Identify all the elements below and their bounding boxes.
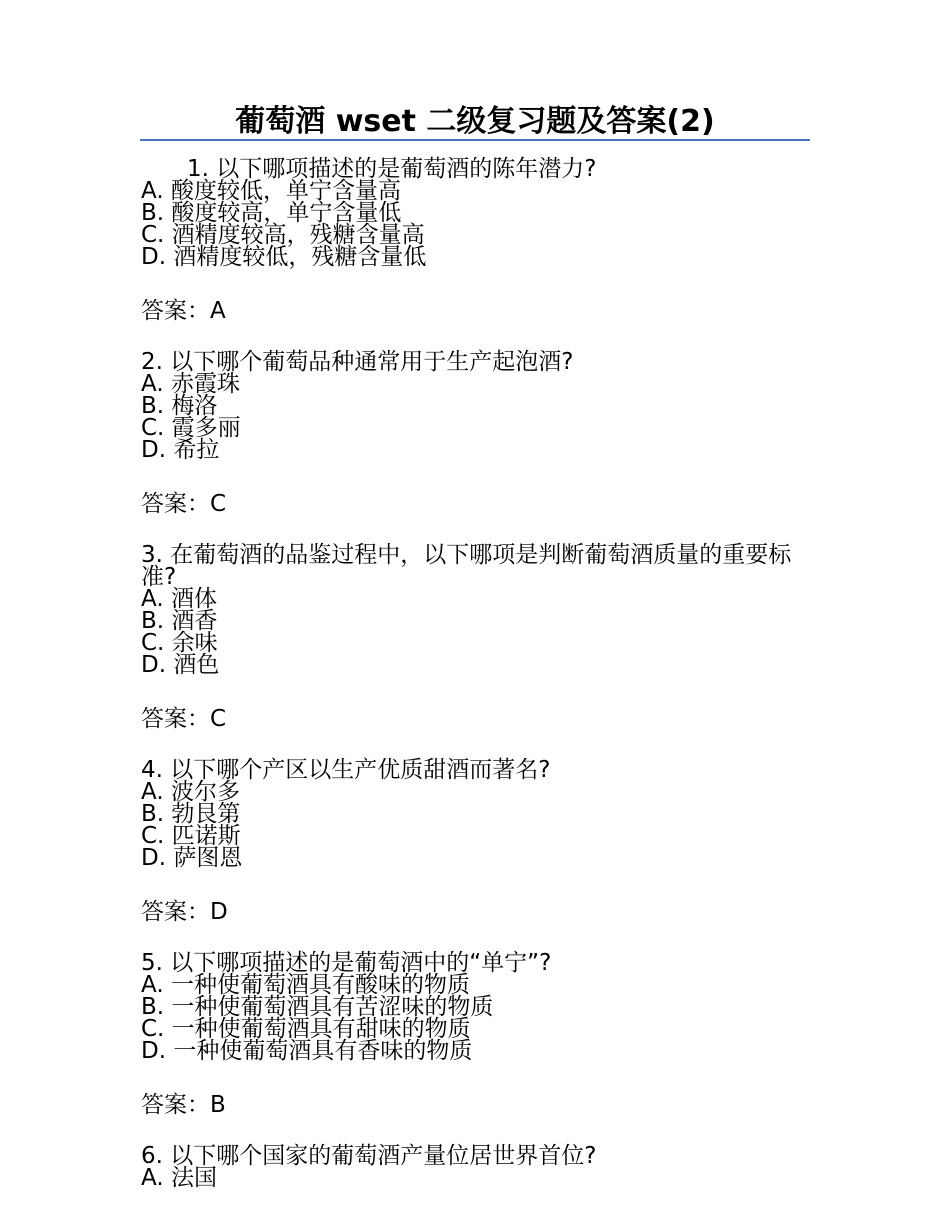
option-d: D. 酒色 xyxy=(141,652,220,678)
question-text: 5. 以下哪项描述的是葡萄酒中的“单宁”? xyxy=(141,950,552,976)
option-b: B. 一种使葡萄酒具有苦涩味的物质 xyxy=(141,994,494,1020)
question-text: 1. 以下哪项描述的是葡萄酒的陈年潜力? xyxy=(187,156,597,182)
answer-text: 答案：B xyxy=(141,1092,226,1118)
answer-text: 答案：C xyxy=(141,706,227,732)
option-b: B. 梅洛 xyxy=(141,393,218,419)
option-a: A. 波尔多 xyxy=(141,779,240,805)
option-a: A. 一种使葡萄酒具有酸味的物质 xyxy=(141,972,470,998)
question-item xyxy=(141,351,811,515)
question-item xyxy=(141,952,811,1116)
option-b: B. 酸度较高，单宁含量低 xyxy=(141,200,402,226)
option-c: C. 霞多丽 xyxy=(141,415,241,441)
option-a: A. 酒体 xyxy=(141,586,217,612)
option-d: D. 希拉 xyxy=(141,437,220,463)
option-d: D. 萨图恩 xyxy=(141,845,243,871)
option-c: C. 匹诺斯 xyxy=(141,823,241,849)
question-item xyxy=(141,759,811,923)
question-text: 4. 以下哪个产区以生产优质甜酒而著名? xyxy=(141,757,551,783)
answer-text: 答案：D xyxy=(141,899,228,925)
option-c: C. 余味 xyxy=(141,630,218,656)
question-text: 6. 以下哪个国家的葡萄酒产量位居世界首位? xyxy=(141,1143,597,1169)
question-item xyxy=(141,158,811,322)
option-b: B. 酒香 xyxy=(141,608,218,634)
option-a: A. 赤霞珠 xyxy=(141,371,240,397)
option-b: B. 勃艮第 xyxy=(141,801,241,827)
option-d: D. 酒精度较低，残糖含量低 xyxy=(141,244,427,270)
question-item xyxy=(141,1145,811,1189)
question-item xyxy=(141,544,811,730)
question-list xyxy=(141,158,811,1189)
option-a: A. 法国 xyxy=(141,1165,217,1191)
option-a: A. 酸度较低，单宁含量高 xyxy=(141,178,401,204)
option-c: C. 酒精度较高，残糖含量高 xyxy=(141,222,425,248)
question-text: 2. 以下哪个葡萄品种通常用于生产起泡酒? xyxy=(141,349,574,375)
question-text: 3. 在葡萄酒的品鉴过程中，以下哪项是判断葡萄酒质量的重要标准? xyxy=(141,542,792,590)
answer-text: 答案：C xyxy=(141,491,227,517)
answer-text: 答案：A xyxy=(141,298,226,324)
option-c: C. 一种使葡萄酒具有甜味的物质 xyxy=(141,1016,471,1042)
title-underline xyxy=(140,139,810,141)
document-title: 葡萄酒 wset 二级复习题及答案(2) xyxy=(235,104,715,139)
option-d: D. 一种使葡萄酒具有香味的物质 xyxy=(141,1038,473,1064)
